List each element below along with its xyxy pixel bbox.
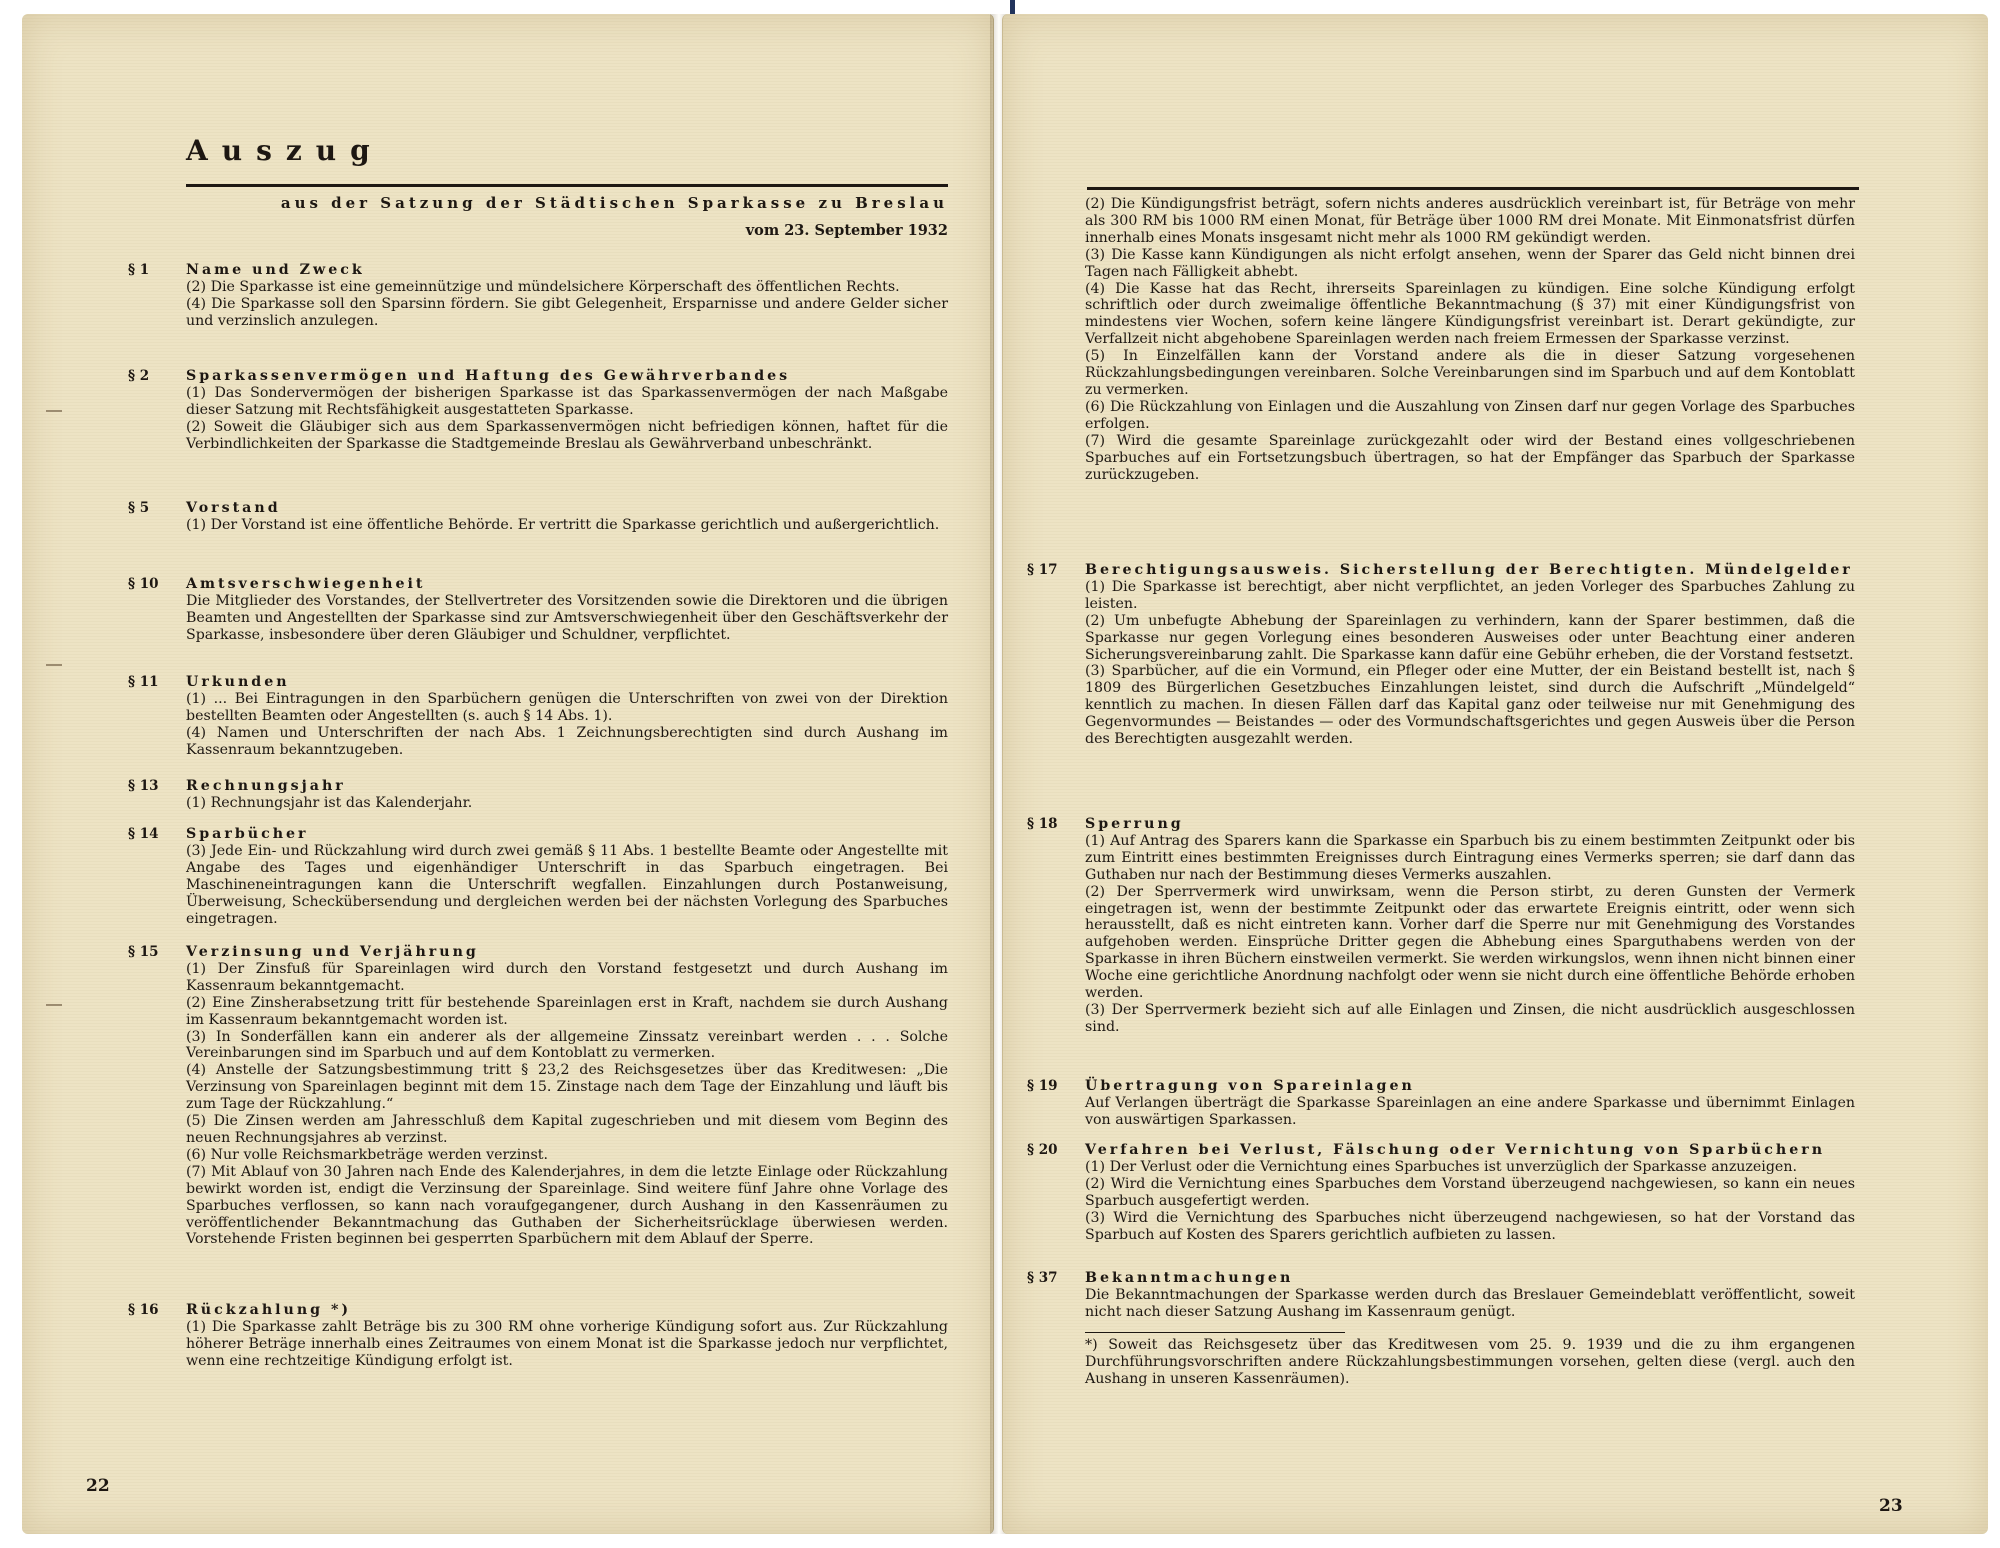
section-number: § 19 (1027, 1078, 1058, 1094)
title-rule (186, 184, 948, 187)
section (128, 1302, 948, 1370)
section-paragraph: (4) Namen und Unterschriften der nach Abs. 1 Zeichnungsberechtigten sind durch Aushang im Kassenraum bekanntzugeben. (186, 724, 948, 758)
section (128, 368, 948, 453)
section-heading: Rückzahlung *) (186, 1302, 352, 1318)
section-number: § 16 (128, 1302, 159, 1318)
footnote: *) Soweit das Reichsgesetz über das Kreditwesen vom 25. 9. 1939 und die zu ihm ergangenen Durchführungsvorschriften andere Rückzahlungsbestimmungen vorsehen, gelten diese (vergl. auch den Aushang in unseren Kassenräumen). (1085, 1337, 1855, 1387)
section-paragraph: (7) Wird die gesamte Spareinlage zurückgezahlt oder wird der Bestand eines vollgeschriebenen Sparbuches auf ein Fortsetzungsbuch übertragen, so hat der Empfänger das Sparbuch der Sparkasse zurückzugeben. (1085, 432, 1855, 483)
section-number: § 2 (128, 368, 150, 384)
section (128, 500, 940, 534)
section-paragraph: (5) In Einzelfällen kann der Vorstand andere als die in dieser Satzung vorgesehenen Rückzahlungsbedingungen vereinbaren. Solche Vereinbarungen sind im Sparbuch und auf dem Kontoblatt zu vermerken. (1085, 348, 1855, 398)
left-page (22, 14, 994, 1534)
section-number: § 10 (128, 576, 159, 592)
section-heading: Bekanntmachungen (1085, 1270, 1294, 1286)
section-paragraph: (1) Die Sparkasse ist berechtigt, aber nicht verpflichtet, an jeden Vorleger des Sparbuches Zahlung zu leisten. (1085, 578, 1855, 612)
section-paragraph: (1) Das Sondervermögen der bisherigen Sparkasse ist das Sparkassenvermögen der nach Maßgabe dieser Satzung mit Rechtsfähigkeit ausgestatteten Sparkasse. (186, 384, 948, 418)
section-number: § 18 (1027, 816, 1058, 832)
section (128, 262, 948, 330)
section-paragraph: Die Mitglieder des Vorstandes, der Stellvertreter des Vorsitzenden sowie die Direktoren und die übrigen Beamten und Angestellten der Sparkasse sind zur Amtsverschwiegenheit über den Geschäftsverkehr der Sparkasse, insbesondere über deren Gläubiger und Schuldner, verpflichtet. (186, 592, 948, 643)
section-paragraph: (2) Wird die Vernichtung eines Sparbuches dem Vorstand überzeugend nachgewiesen, so kann ein neues Sparbuch ausgefertigt werden. (1085, 1175, 1855, 1209)
section-paragraph: (3) In Sonderfällen kann ein anderer als der allgemeine Zinssatz vereinbart werden . . . Solche Vereinbarungen sind im Sparbuch und auf dem Kontoblatt zu vermerken. (186, 1028, 948, 1062)
section-number: § 11 (128, 674, 159, 690)
section-paragraph: (2) Der Sperrvermerk wird unwirksam, wenn die Person stirbt, zu deren Gunsten der Vermerk eingetragen ist, wenn der bestimmte Zeitpunkt oder das erwartete Ereignis eintritt, oder wenn sich herausstellt, daß es nicht eintreten kann. Vorher darf die Sperre nur mit Genehmigung des Vorstandes aufgehoben werden. Einsprüche Dritter gegen die Abhebung eines Sparguthabens werden von der Sparkasse in ihren Büchern einstweilen vermerkt. Sie werden wirkungslos, wenn ihnen nicht binnen einer Woche eine gerichtliche Anordnung nachfolgt oder wenn sie nicht durch eine öffentliche Behörde erhoben werden. (1085, 883, 1855, 1002)
section (1027, 1078, 1855, 1129)
document-date: vom 23. September 1932 (745, 222, 948, 239)
document-subtitle: aus der Satzung der Städtischen Sparkasse zu Breslau (280, 194, 948, 212)
right-page (1002, 14, 1988, 1534)
section-paragraph: (1) Rechnungsjahr ist das Kalenderjahr. (186, 794, 473, 811)
section-heading: Sperrung (1085, 816, 1184, 832)
section-heading: Name und Zweck (186, 262, 365, 278)
section-paragraph: (3) Jede Ein- und Rückzahlung wird durch zwei gemäß § 11 Abs. 1 bestellte Beamte oder Angestellte mit Angabe des Tages und eigenhändiger Unterschrift in das Sparbuch eingetragen. Bei Maschineneintragungen kann die Unterschrift wegfallen. Einzahlungen durch Postanweisung, Überweisung, Scheckübersendung und dergleichen werden bei der nächsten Vorlegung des Sparbuches eingetragen. (186, 842, 948, 927)
section-paragraph: Auf Verlangen überträgt die Sparkasse Spareinlagen an eine andere Sparkasse und übernimmt Einlagen von auswärtigen Sparkassen. (1085, 1094, 1855, 1128)
page-number-left: 22 (86, 1476, 110, 1496)
footnote-rule (1085, 1332, 1345, 1333)
section (1027, 1142, 1855, 1243)
section-heading: Sparbücher (186, 826, 309, 842)
section-continuation (1085, 196, 1855, 483)
section-paragraph: (2) Um unbefugte Abhebung der Spareinlagen zu verhindern, kann der Sparer bestimmen, daß die Sparkasse nur gegen Vorlegung eines besonderen Ausweises oder unter Beachtung einer anderen Sicherungsvereinbarung zahlt. Die Sparkasse kann dafür eine Gebühr erheben, die der Vorstand festsetzt. (1085, 612, 1855, 663)
section-paragraph: (2) Die Sparkasse ist eine gemeinnützige und mündelsichere Körperschaft des öffentlichen Rechts. (186, 278, 900, 295)
section-paragraph: (3) Wird die Vernichtung des Sparbuches nicht überzeugend nachgewiesen, so hat der Vorstand das Sparbuch auf Kosten des Sparers gerichtlich aufbieten zu lassen. (1085, 1209, 1855, 1243)
section-paragraph: Die Bekanntmachungen der Sparkasse werden durch das Breslauer Gemeindeblatt veröffentlicht, soweit nicht nach dieser Satzung Aushang im Kassenraum genügt. (1085, 1286, 1855, 1320)
binding-stitch (46, 410, 62, 412)
section-paragraph: (1) Der Verlust oder die Vernichtung eines Sparbuches ist unverzüglich der Sparkasse anzuzeigen. (1085, 1158, 1797, 1175)
section (128, 826, 948, 927)
section-heading: Amtsverschwiegenheit (186, 576, 426, 592)
section (128, 944, 948, 1248)
binding-stitch (46, 1004, 62, 1006)
section-heading: Urkunden (186, 674, 290, 690)
section-paragraph: (3) Die Kasse kann Kündigungen als nicht erfolgt ansehen, wenn der Sparer das Geld nicht binnen drei Tagen nach Fälligkeit abhebt. (1085, 246, 1855, 280)
section-paragraph: (2) Soweit die Gläubiger sich aus dem Sparkassenvermögen nicht befriedigen können, haftet für die Verbindlichkeiten der Sparkasse die Stadtgemeinde Breslau als Gewährverband unbeschränkt. (186, 418, 948, 452)
section-number: § 17 (1027, 562, 1058, 578)
section-paragraph: (1) Auf Antrag des Sparers kann die Sparkasse ein Sparbuch bis zu einem bestimmten Zeitpunkt oder bis zum Eintritt eines bestimmten Ereignisses durch Eintragung eines Vermerks sperren; sie darf dann das Guthaben nur nach der Bestimmung dieses Vermerks auszahlen. (1085, 832, 1855, 883)
section (128, 576, 948, 644)
section-heading: Übertragung von Spareinlagen (1085, 1078, 1415, 1094)
section-paragraph: (4) Anstelle der Satzungsbestimmung tritt § 23,2 des Reichsgesetzes über das Kreditwesen: „Die Verzinsung von Spareinlagen beginnt mit dem 15. Zinstage nach dem Tage der Einzahlung und läuft bis zum Tage der Rückzahlung.“ (186, 1062, 948, 1113)
section (1027, 562, 1855, 748)
section-paragraph: (3) Der Sperrvermerk bezieht sich auf alle Einlagen und Zinsen, die nicht ausdrücklich ausgeschlossen sind. (1085, 1001, 1855, 1035)
section-paragraph: (5) Die Zinsen werden am Jahresschluß dem Kapital zugeschrieben und mit diesem vom Beginn des neuen Rechnungsjahres ab verzinst. (186, 1113, 948, 1146)
section-paragraph: (1) Der Vorstand ist eine öffentliche Behörde. Er vertritt die Sparkasse gerichtlich und außergerichtlich. (186, 516, 940, 533)
binding-stitch (46, 664, 62, 666)
section-paragraph: (7) Mit Ablauf von 30 Jahren nach Ende des Kalenderjahres, in dem die letzte Einlage oder Rückzahlung bewirkt worden ist, endigt die Verzinsung der Spareinlage. Sind weitere fünf Jahre ohne Vorlage des Sparbuches verflossen, so kann nach voraufgegangener, durch Aushang in den Kassenräumen zu veröffentlichender Bekanntmachung das Guthaben der Sicherheitsrücklage überwiesen werden. Vorstehende Fristen beginnen bei gesperrten Sparbüchern mit dem Ablauf der Sperre. (186, 1163, 948, 1248)
section-paragraph: (1) ... Bei Eintragungen in den Sparbüchern genügen die Unterschriften von zwei von der Direktion bestellten Beamten oder Angestellten (s. auch § 14 Abs. 1). (186, 690, 948, 724)
section-heading: Sparkassenvermögen und Haftung des Gewährverbandes (186, 368, 791, 384)
section (1027, 816, 1855, 1036)
section (128, 778, 473, 812)
section-number: § 1 (128, 262, 150, 278)
section-paragraph: (6) Die Rückzahlung von Einlagen und die Auszahlung von Zinsen darf nur gegen Vorlage des Sparbuches erfolgen. (1085, 398, 1855, 432)
section-heading: Verzinsung und Verjährung (186, 944, 479, 960)
section-heading: Berechtigungsausweis. Sicherstellung der Berechtigten. Mündelgelder (1085, 562, 1853, 578)
section-number: § 5 (128, 500, 150, 516)
section-paragraph: (1) Die Sparkasse zahlt Beträge bis zu 300 RM ohne vorherige Kündigung sofort aus. Zur Rückzahlung höherer Beträge innerhalb eines Zeitraumes von einem Monat ist die Sparkasse jedoch nur verpflichtet, wenn eine rechtzeitige Kündigung erfolgt ist. (186, 1318, 948, 1369)
section-heading: Vorstand (186, 500, 281, 516)
page-title: Auszug (186, 134, 384, 167)
section-paragraph: (3) Sparbücher, auf die ein Vormund, ein Pfleger oder eine Mutter, der ein Beistand bestellt ist, nach § 1809 des Bürgerlichen Gesetzbuches Einzahlungen leistet, sind durch die Aufschrift „Mündelgeld“ kenntlich zu machen. In diesen Fällen darf das Kapital ganz oder teilweise nur mit Genehmigung des Gegenvormundes — Beistandes — oder des Vormundschaftsgerichtes und gegen Ausweis über die Person des Berechtigten ausgezahlt werden. (1085, 663, 1855, 748)
section (128, 674, 948, 759)
footnote-block (1085, 1332, 1855, 1388)
section-number: § 14 (128, 826, 159, 842)
section-paragraph: (4) Die Kasse hat das Recht, ihrerseits Spareinlagen zu kündigen. Eine solche Kündigung erfolgt schriftlich oder durch zweimalige öffentliche Bekanntmachung (§ 37) mit einer Kündigungsfrist von mindestens vier Wochen, sofern keine längere Kündigungsfrist vereinbart ist. Derart gekündigte, zur Verfallzeit nicht abgehobene Spareinlagen werden nach freiem Ermessen der Sparkasse verzinst. (1085, 280, 1855, 348)
section-paragraph: (2) Eine Zinsherabsetzung tritt für bestehende Spareinlagen erst in Kraft, nachdem sie durch Aushang im Kassenraum bekanntgemacht worden ist. (186, 994, 948, 1028)
header-rule (1087, 187, 1859, 190)
section-heading: Rechnungsjahr (186, 778, 346, 794)
section-number: § 20 (1027, 1142, 1058, 1158)
page-number-right: 23 (1879, 1496, 1903, 1516)
section-heading: Verfahren bei Verlust, Fälschung oder Vernichtung von Sparbüchern (1085, 1142, 1826, 1158)
section-paragraph: (2) Die Kündigungsfrist beträgt, sofern nichts anderes ausdrücklich vereinbart ist, für Beträge von mehr als 300 RM bis 1000 RM einen Monat, für Beträge über 1000 RM drei Monate. Mit Einmonatsfrist dürfen innerhalb eines Monats insgesamt nicht mehr als 1000 RM gekündigt werden. (1085, 196, 1855, 246)
section-number: § 37 (1027, 1270, 1058, 1286)
section-paragraph: (6) Nur volle Reichsmarkbeträge werden verzinst. (186, 1146, 548, 1163)
section (1027, 1270, 1855, 1321)
section-paragraph: (4) Die Sparkasse soll den Sparsinn fördern. Sie gibt Gelegenheit, Ersparnisse und andere Gelder sicher und verzinslich anzulegen. (186, 295, 948, 329)
section-paragraph: (1) Der Zinsfuß für Spareinlagen wird durch den Vorstand festgesetzt und durch Aushang im Kassenraum bekanntgemacht. (186, 960, 948, 994)
section-number: § 15 (128, 944, 159, 960)
section-number: § 13 (128, 778, 159, 794)
